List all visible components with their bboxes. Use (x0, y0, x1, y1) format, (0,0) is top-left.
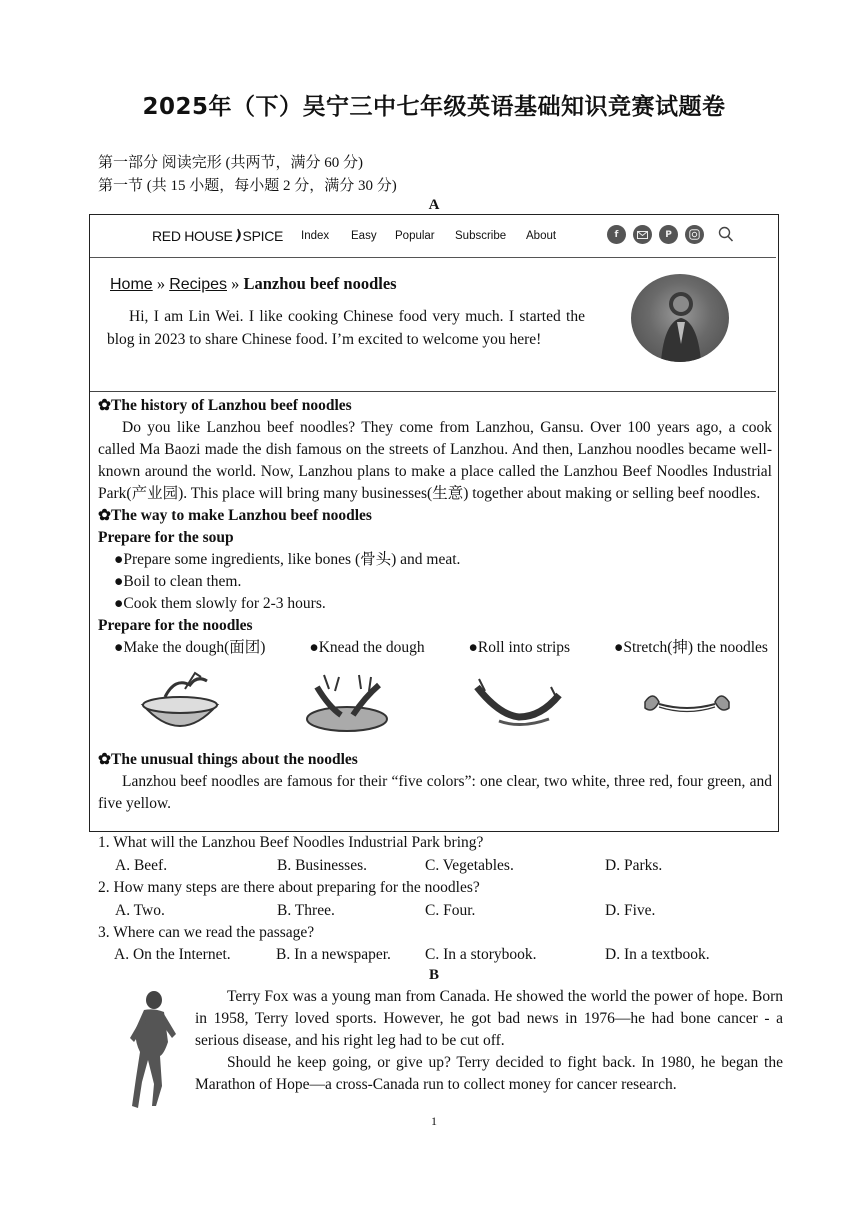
option-c: C. Four. (425, 902, 476, 919)
option-b: B. Businesses. (277, 857, 367, 874)
flower-icon: ✿ (98, 507, 111, 524)
noodle-step-illustrations (98, 661, 772, 743)
list-item: ●Knead the dough (309, 639, 425, 656)
email-icon[interactable] (633, 225, 652, 244)
noodle-heading: Prepare for the noodles (98, 617, 253, 634)
passage-b-paragraph: Terry Fox was a young man from Canada. He showed the world the power of hope. Born in 1958, Terry loved sports. However, he got bad news in 1976—he had bone cancer - a serious disease, and his right leg had to be cut off. (195, 988, 783, 1049)
nav-about[interactable]: About (526, 230, 557, 242)
chili-pepper-icon (233, 228, 243, 243)
flower-icon: ✿ (98, 751, 111, 768)
option-b: B. In a newspaper. (276, 946, 391, 963)
passage-b-text (195, 986, 783, 1096)
section-one-heading: 第一节 (共 15 小题，每小题 2 分，满分 30 分) (98, 178, 397, 194)
noodle-steps-row (98, 637, 772, 659)
option-c: C. Vegetables. (425, 857, 514, 874)
list-item: ●Cook them slowly for 2-3 hours. (114, 595, 326, 612)
option-d: D. Parks. (605, 857, 663, 874)
breadcrumb-recipes[interactable]: Recipes (169, 276, 227, 293)
kneading-illustration (299, 667, 395, 737)
author-avatar (631, 274, 729, 362)
question-3: 3. Where can we read the passage? (98, 924, 315, 941)
history-heading: ✿The history of Lanzhou beef noodles (98, 397, 352, 414)
option-d: D. In a textbook. (605, 946, 710, 963)
list-item: ●Boil to clean them. (114, 573, 242, 590)
runner-illustration (124, 990, 180, 1114)
nav-subscribe[interactable]: Subscribe (455, 230, 507, 242)
way-heading: ✿The way to make Lanzhou beef noodles (98, 507, 372, 524)
stretching-illustration (639, 672, 735, 732)
soup-heading: Prepare for the soup (98, 529, 234, 546)
site-logo-text: RED HOUSE (152, 228, 233, 244)
history-paragraph: Do you like Lanzhou beef noodles? They come from Lanzhou, Gansu. Over 100 years ago, a cook called Ma Baozi made the dish famous on the streets of Lanzhou. And then, Lanzhou noodles became well-known around the world. Now, Lanzhou plans to make a place called the Lanzhou Beef Noodles Industrial Park(产业园). This place will bring many businesses(生意) together about making or selling beef noodles. (98, 419, 772, 502)
option-a: A. On the Internet. (114, 946, 231, 963)
site-logo-suffix: SPICE (242, 228, 284, 244)
unusual-heading: ✿The unusual things about the noodles (98, 751, 358, 768)
list-item: ●Roll into strips (468, 639, 571, 656)
nav-index[interactable]: Index (301, 230, 330, 242)
author-intro: Hi, I am Lin Wei. I like cooking Chinese food very much. I started the blog in 2023 to share Chinese food. I’m excited to welcome you here! (107, 308, 585, 348)
rolling-strips-illustration (469, 667, 565, 737)
option-c: C. In a storybook. (425, 946, 537, 963)
passage-a-label: A (428, 197, 440, 213)
option-d: D. Five. (605, 902, 656, 919)
blog-intro-section (90, 258, 776, 392)
passage-b-paragraph: Should he keep going, or give up? Terry decided to fight back. In 1980, he began the Marathon of Hope—a cross-Canada run to collect money for cancer research. (195, 1054, 783, 1093)
breadcrumb-separator: » (156, 274, 166, 293)
site-logo[interactable] (152, 228, 283, 244)
breadcrumb-home[interactable]: Home (110, 276, 153, 293)
breadcrumb-current: Lanzhou beef noodles (243, 274, 397, 293)
flower-icon: ✿ (98, 397, 111, 414)
nav-popular[interactable]: Popular (395, 230, 435, 242)
facebook-icon[interactable]: f (607, 225, 626, 244)
breadcrumb-separator: » (231, 274, 240, 293)
list-item: ●Stretch(抻) the noodles (613, 639, 768, 656)
unusual-paragraph: Lanzhou beef noodles are famous for their “five colors”: one clear, two white, three red, four green, and five yellow. (98, 773, 772, 812)
instagram-icon[interactable] (685, 225, 704, 244)
pinterest-icon[interactable]: P (659, 225, 678, 244)
list-item: ●Make the dough(面团) (114, 639, 266, 656)
option-a: A. Two. (115, 902, 165, 919)
exam-title: 2025年（下）吴宁三中七年级英语基础知识竞赛试题卷 (142, 94, 726, 120)
article-content (98, 395, 772, 815)
part-one-heading: 第一部分 阅读完形 (共两节，满分 60 分) (98, 155, 363, 171)
list-item: ●Prepare some ingredients, like bones (骨头) and meat. (114, 551, 461, 568)
question-2: 2. How many steps are there about preparing for the noodles? (98, 879, 480, 896)
option-b: B. Three. (277, 902, 335, 919)
option-a: A. Beef. (115, 857, 168, 874)
breadcrumb (110, 274, 397, 294)
nav-easy[interactable]: Easy (351, 230, 377, 242)
page-number: 1 (431, 1114, 437, 1128)
dough-bowl-illustration (135, 667, 225, 737)
search-icon[interactable] (718, 226, 734, 248)
site-navbar (90, 215, 776, 258)
passage-b-label: B (428, 967, 439, 983)
question-1: 1. What will the Lanzhou Beef Noodles Industrial Park bring? (98, 834, 484, 851)
blog-article-box (89, 214, 779, 832)
